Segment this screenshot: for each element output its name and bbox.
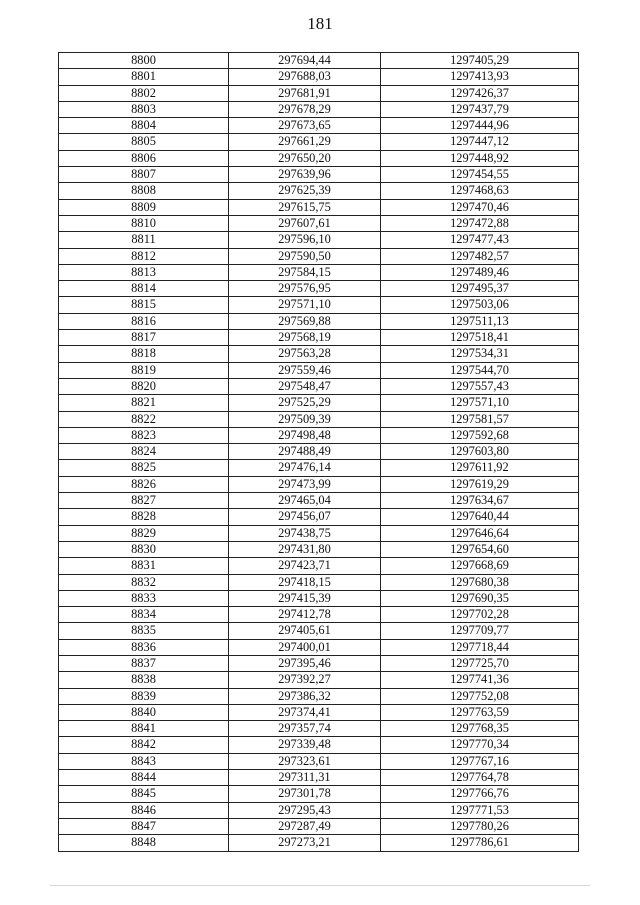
y-coordinate-cell: 1297511,13: [381, 313, 579, 329]
y-coordinate-cell: 1297767,16: [381, 753, 579, 769]
table-row: [59, 460, 579, 476]
x-coordinate-cell: 297590,50: [229, 248, 381, 264]
y-coordinate-cell: 1297544,70: [381, 362, 579, 378]
table-row: [59, 802, 579, 818]
table-row: [59, 444, 579, 460]
point-number-cell: 8845: [59, 786, 229, 802]
x-coordinate-cell: 297615,75: [229, 199, 381, 215]
y-coordinate-cell: 1297444,96: [381, 118, 579, 134]
point-number-cell: 8804: [59, 118, 229, 134]
x-coordinate-cell: 297374,41: [229, 704, 381, 720]
y-coordinate-cell: 1297709,77: [381, 623, 579, 639]
table-row: [59, 493, 579, 509]
table-row: [59, 199, 579, 215]
point-number-cell: 8824: [59, 444, 229, 460]
point-number-cell: 8825: [59, 460, 229, 476]
table-row: [59, 753, 579, 769]
x-coordinate-cell: 297584,15: [229, 264, 381, 280]
x-coordinate-cell: 297563,28: [229, 346, 381, 362]
y-coordinate-cell: 1297770,34: [381, 737, 579, 753]
table-row: [59, 346, 579, 362]
y-coordinate-cell: 1297468,63: [381, 183, 579, 199]
point-number-cell: 8828: [59, 509, 229, 525]
point-number-cell: 8813: [59, 264, 229, 280]
y-coordinate-cell: 1297426,37: [381, 85, 579, 101]
y-coordinate-cell: 1297470,46: [381, 199, 579, 215]
point-number-cell: 8801: [59, 69, 229, 85]
point-number-cell: 8827: [59, 493, 229, 509]
table-row: [59, 395, 579, 411]
point-number-cell: 8835: [59, 623, 229, 639]
x-coordinate-cell: 297415,39: [229, 590, 381, 606]
y-coordinate-cell: 1297668,69: [381, 558, 579, 574]
table-row: [59, 558, 579, 574]
table-row: [59, 835, 579, 851]
y-coordinate-cell: 1297634,67: [381, 493, 579, 509]
y-coordinate-cell: 1297718,44: [381, 639, 579, 655]
point-number-cell: 8808: [59, 183, 229, 199]
point-number-cell: 8814: [59, 281, 229, 297]
table-row: [59, 248, 579, 264]
y-coordinate-cell: 1297646,64: [381, 525, 579, 541]
table-row: [59, 150, 579, 166]
table-row: [59, 101, 579, 117]
point-number-cell: 8811: [59, 232, 229, 248]
y-coordinate-cell: 1297581,57: [381, 411, 579, 427]
x-coordinate-cell: 297395,46: [229, 655, 381, 671]
y-coordinate-cell: 1297534,31: [381, 346, 579, 362]
x-coordinate-cell: 297571,10: [229, 297, 381, 313]
point-number-cell: 8821: [59, 395, 229, 411]
x-coordinate-cell: 297548,47: [229, 378, 381, 394]
point-number-cell: 8810: [59, 215, 229, 231]
point-number-cell: 8819: [59, 362, 229, 378]
point-number-cell: 8805: [59, 134, 229, 150]
point-number-cell: 8842: [59, 737, 229, 753]
x-coordinate-cell: 297639,96: [229, 167, 381, 183]
x-coordinate-cell: 297405,61: [229, 623, 381, 639]
x-coordinate-cell: 297525,29: [229, 395, 381, 411]
y-coordinate-cell: 1297454,55: [381, 167, 579, 183]
y-coordinate-cell: 1297764,78: [381, 770, 579, 786]
x-coordinate-cell: 297678,29: [229, 101, 381, 117]
y-coordinate-cell: 1297780,26: [381, 818, 579, 834]
point-number-cell: 8846: [59, 802, 229, 818]
point-number-cell: 8847: [59, 818, 229, 834]
table-row: [59, 574, 579, 590]
point-number-cell: 8837: [59, 655, 229, 671]
point-number-cell: 8838: [59, 672, 229, 688]
x-coordinate-cell: 297438,75: [229, 525, 381, 541]
point-number-cell: 8834: [59, 607, 229, 623]
table-row: [59, 770, 579, 786]
table-row: [59, 183, 579, 199]
point-number-cell: 8840: [59, 704, 229, 720]
table-row: [59, 297, 579, 313]
x-coordinate-cell: 297323,61: [229, 753, 381, 769]
y-coordinate-cell: 1297619,29: [381, 476, 579, 492]
point-number-cell: 8812: [59, 248, 229, 264]
table-row: [59, 623, 579, 639]
x-coordinate-cell: 297476,14: [229, 460, 381, 476]
point-number-cell: 8833: [59, 590, 229, 606]
table-row: [59, 541, 579, 557]
x-coordinate-cell: 297392,27: [229, 672, 381, 688]
x-coordinate-cell: 297473,99: [229, 476, 381, 492]
x-coordinate-cell: 297650,20: [229, 150, 381, 166]
table-row: [59, 476, 579, 492]
x-coordinate-cell: 297498,48: [229, 427, 381, 443]
table-row: [59, 639, 579, 655]
table-row: [59, 118, 579, 134]
y-coordinate-cell: 1297557,43: [381, 378, 579, 394]
point-number-cell: 8841: [59, 721, 229, 737]
table-row: [59, 688, 579, 704]
y-coordinate-cell: 1297603,80: [381, 444, 579, 460]
x-coordinate-cell: 297681,91: [229, 85, 381, 101]
y-coordinate-cell: 1297503,06: [381, 297, 579, 313]
x-coordinate-cell: 297418,15: [229, 574, 381, 590]
y-coordinate-cell: 1297771,53: [381, 802, 579, 818]
table-row: [59, 215, 579, 231]
point-number-cell: 8830: [59, 541, 229, 557]
point-number-cell: 8803: [59, 101, 229, 117]
table-row: [59, 786, 579, 802]
x-coordinate-cell: 297295,43: [229, 802, 381, 818]
y-coordinate-cell: 1297680,38: [381, 574, 579, 590]
point-number-cell: 8848: [59, 835, 229, 851]
point-number-cell: 8829: [59, 525, 229, 541]
x-coordinate-cell: 297400,01: [229, 639, 381, 655]
y-coordinate-cell: 1297702,28: [381, 607, 579, 623]
x-coordinate-cell: 297339,48: [229, 737, 381, 753]
table-row: [59, 427, 579, 443]
table-row: [59, 330, 579, 346]
y-coordinate-cell: 1297654,60: [381, 541, 579, 557]
table-row: [59, 232, 579, 248]
y-coordinate-cell: 1297766,76: [381, 786, 579, 802]
x-coordinate-cell: 297311,31: [229, 770, 381, 786]
x-coordinate-cell: 297423,71: [229, 558, 381, 574]
table-row: [59, 590, 579, 606]
table-row: [59, 672, 579, 688]
y-coordinate-cell: 1297690,35: [381, 590, 579, 606]
table-row: [59, 313, 579, 329]
point-number-cell: 8816: [59, 313, 229, 329]
table-row: [59, 134, 579, 150]
y-coordinate-cell: 1297640,44: [381, 509, 579, 525]
x-coordinate-cell: 297569,88: [229, 313, 381, 329]
point-number-cell: 8843: [59, 753, 229, 769]
x-coordinate-cell: 297386,32: [229, 688, 381, 704]
x-coordinate-cell: 297431,80: [229, 541, 381, 557]
table-row: [59, 655, 579, 671]
y-coordinate-cell: 1297768,35: [381, 721, 579, 737]
table-row: [59, 704, 579, 720]
table-row: [59, 411, 579, 427]
x-coordinate-cell: 297357,74: [229, 721, 381, 737]
y-coordinate-cell: 1297447,12: [381, 134, 579, 150]
y-coordinate-cell: 1297405,29: [381, 53, 579, 69]
point-number-cell: 8809: [59, 199, 229, 215]
x-coordinate-cell: 297488,49: [229, 444, 381, 460]
x-coordinate-cell: 297694,44: [229, 53, 381, 69]
y-coordinate-cell: 1297482,57: [381, 248, 579, 264]
point-number-cell: 8817: [59, 330, 229, 346]
table-row: [59, 362, 579, 378]
y-coordinate-cell: 1297786,61: [381, 835, 579, 851]
table-row: [59, 509, 579, 525]
x-coordinate-cell: 297301,78: [229, 786, 381, 802]
point-number-cell: 8802: [59, 85, 229, 101]
x-coordinate-cell: 297509,39: [229, 411, 381, 427]
table-row: [59, 525, 579, 541]
y-coordinate-cell: 1297477,43: [381, 232, 579, 248]
point-number-cell: 8822: [59, 411, 229, 427]
coordinates-table: [58, 52, 579, 852]
table-row: [59, 264, 579, 280]
page-number: 181: [307, 14, 333, 33]
x-coordinate-cell: 297596,10: [229, 232, 381, 248]
point-number-cell: 8820: [59, 378, 229, 394]
table-row: [59, 53, 579, 69]
x-coordinate-cell: 297465,04: [229, 493, 381, 509]
coordinates-table-body: [59, 53, 579, 852]
x-coordinate-cell: 297625,39: [229, 183, 381, 199]
table-row: [59, 737, 579, 753]
point-number-cell: 8836: [59, 639, 229, 655]
x-coordinate-cell: 297287,49: [229, 818, 381, 834]
y-coordinate-cell: 1297495,37: [381, 281, 579, 297]
point-number-cell: 8806: [59, 150, 229, 166]
point-number-cell: 8818: [59, 346, 229, 362]
point-number-cell: 8807: [59, 167, 229, 183]
point-number-cell: 8815: [59, 297, 229, 313]
y-coordinate-cell: 1297518,41: [381, 330, 579, 346]
x-coordinate-cell: 297673,65: [229, 118, 381, 134]
table-row: [59, 607, 579, 623]
y-coordinate-cell: 1297448,92: [381, 150, 579, 166]
y-coordinate-cell: 1297725,70: [381, 655, 579, 671]
x-coordinate-cell: 297607,61: [229, 215, 381, 231]
point-number-cell: 8826: [59, 476, 229, 492]
y-coordinate-cell: 1297437,79: [381, 101, 579, 117]
point-number-cell: 8832: [59, 574, 229, 590]
table-row: [59, 85, 579, 101]
y-coordinate-cell: 1297472,88: [381, 215, 579, 231]
point-number-cell: 8800: [59, 53, 229, 69]
table-row: [59, 378, 579, 394]
page-edge-line: [50, 885, 590, 886]
table-row: [59, 721, 579, 737]
y-coordinate-cell: 1297741,36: [381, 672, 579, 688]
x-coordinate-cell: 297576,95: [229, 281, 381, 297]
x-coordinate-cell: 297559,46: [229, 362, 381, 378]
y-coordinate-cell: 1297611,92: [381, 460, 579, 476]
table-row: [59, 69, 579, 85]
point-number-cell: 8823: [59, 427, 229, 443]
table-row: [59, 818, 579, 834]
table-row: [59, 281, 579, 297]
table-row: [59, 167, 579, 183]
y-coordinate-cell: 1297592,68: [381, 427, 579, 443]
point-number-cell: 8844: [59, 770, 229, 786]
x-coordinate-cell: 297688,03: [229, 69, 381, 85]
x-coordinate-cell: 297412,78: [229, 607, 381, 623]
x-coordinate-cell: 297661,29: [229, 134, 381, 150]
point-number-cell: 8839: [59, 688, 229, 704]
y-coordinate-cell: 1297413,93: [381, 69, 579, 85]
x-coordinate-cell: 297273,21: [229, 835, 381, 851]
point-number-cell: 8831: [59, 558, 229, 574]
y-coordinate-cell: 1297752,08: [381, 688, 579, 704]
y-coordinate-cell: 1297489,46: [381, 264, 579, 280]
x-coordinate-cell: 297456,07: [229, 509, 381, 525]
y-coordinate-cell: 1297571,10: [381, 395, 579, 411]
x-coordinate-cell: 297568,19: [229, 330, 381, 346]
y-coordinate-cell: 1297763,59: [381, 704, 579, 720]
